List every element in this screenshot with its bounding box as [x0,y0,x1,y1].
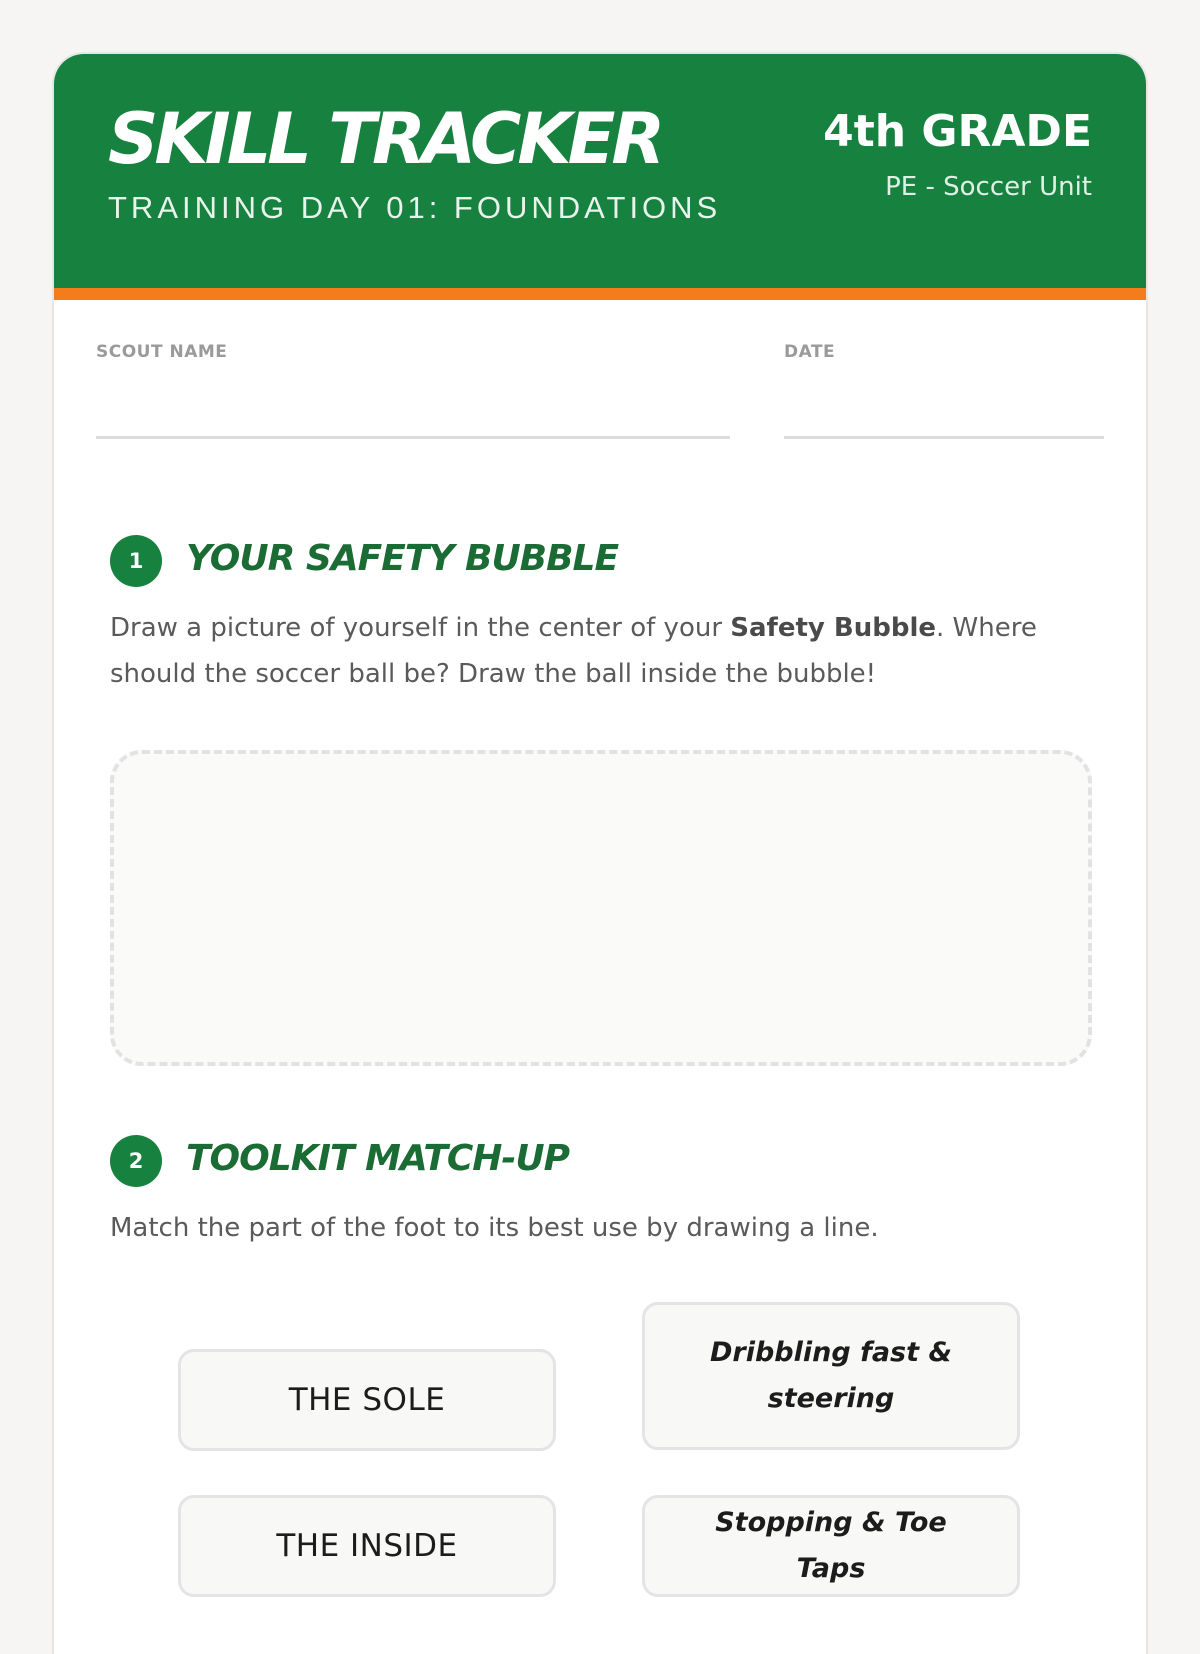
section-2-number-badge: 2 [110,1135,162,1187]
match-right-stopping[interactable] [642,1495,1020,1597]
unit-label: PE - Soccer Unit [885,172,1092,202]
match-left-label: THE INSIDE [276,1528,458,1564]
safety-bubble-term: Safety Bubble [730,613,937,643]
section-1-instructions [110,605,1090,697]
section-1-text-start: Draw a picture of yourself in the center of your [110,613,731,643]
scout-name-field[interactable] [96,436,730,439]
header-accent-stripe [54,288,1146,300]
section-1-text-end: . Where should the soccer ball be? Draw the ball inside the bubble! [110,613,1037,689]
match-left-inside[interactable] [178,1495,556,1597]
match-right-label: Dribbling fast & steering [710,1337,952,1414]
worksheet [54,54,1146,1654]
section-1-title: YOUR SAFETY BUBBLE [186,538,619,579]
match-right-label: Stopping & Toe Taps [715,1507,947,1584]
header-banner [54,54,1146,288]
section-2-title: TOOLKIT MATCH-UP [186,1138,569,1179]
date-field[interactable] [784,436,1104,439]
scout-name-label: SCOUT NAME [96,342,228,362]
section-1-number-badge: 1 [110,535,162,587]
match-left-sole[interactable] [178,1349,556,1451]
section-2-instructions: Match the part of the foot to its best use by drawing a line. [110,1213,879,1243]
match-right-dribbling[interactable] [642,1302,1020,1450]
page-title: SKILL TRACKER [108,98,662,180]
match-left-label: THE SOLE [288,1382,446,1418]
page-subtitle: TRAINING DAY 01: FOUNDATIONS [108,190,722,225]
date-label: DATE [784,342,836,362]
grade-label: 4th GRADE [823,106,1092,157]
safety-bubble-drawing-area[interactable] [110,750,1092,1066]
